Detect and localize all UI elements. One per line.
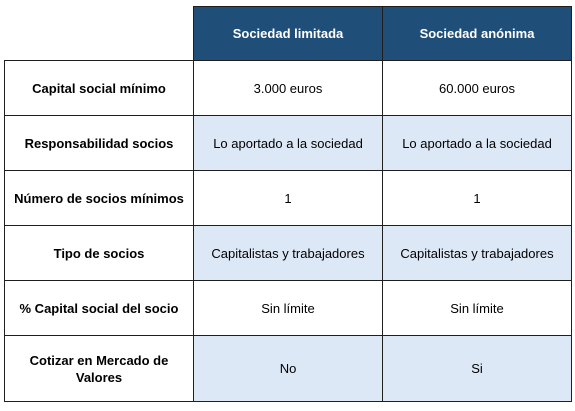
row-label: Capital social mínimo <box>5 61 194 116</box>
table-cell: Si <box>383 336 572 402</box>
table-cell: Sin límite <box>194 281 383 336</box>
table-cell: 1 <box>194 171 383 226</box>
table-cell: Capitalistas y trabajadores <box>194 226 383 281</box>
header-row <box>5 7 572 61</box>
corner-cell <box>5 7 194 61</box>
column-header-sociedad-limitada: Sociedad limitada <box>194 7 383 61</box>
row-label: Responsabilidad socios <box>5 116 194 171</box>
table-row <box>5 226 572 281</box>
table-row <box>5 171 572 226</box>
table-cell: 60.000 euros <box>383 61 572 116</box>
table-cell: Lo aportado a la sociedad <box>383 116 572 171</box>
comparison-table <box>4 6 572 402</box>
table-row <box>5 336 572 402</box>
column-header-sociedad-anonima: Sociedad anónima <box>383 7 572 61</box>
table-cell: 1 <box>383 171 572 226</box>
row-label: % Capital social del socio <box>5 281 194 336</box>
table-cell: Sin límite <box>383 281 572 336</box>
table-row <box>5 61 572 116</box>
row-label: Tipo de socios <box>5 226 194 281</box>
table-row <box>5 281 572 336</box>
row-label: Cotizar en Mercado de Valores <box>5 336 194 402</box>
row-label: Número de socios mínimos <box>5 171 194 226</box>
table-row <box>5 116 572 171</box>
table-cell: 3.000 euros <box>194 61 383 116</box>
table-cell: No <box>194 336 383 402</box>
table-cell: Lo aportado a la sociedad <box>194 116 383 171</box>
table-cell: Capitalistas y trabajadores <box>383 226 572 281</box>
